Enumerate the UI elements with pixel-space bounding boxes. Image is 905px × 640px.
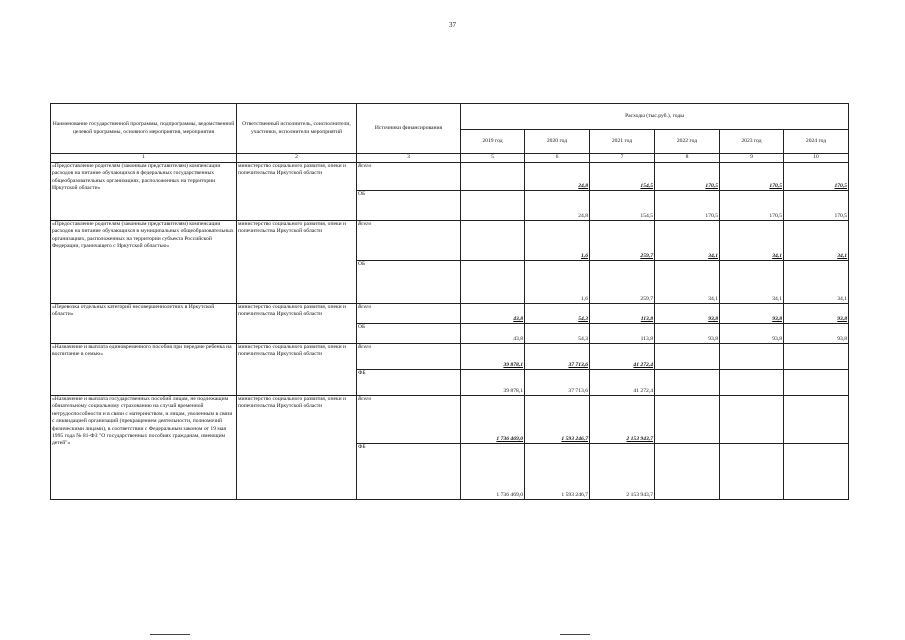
total-value <box>720 396 784 444</box>
source-label: ОБ <box>357 261 461 304</box>
total-value: 34,1 <box>784 221 849 261</box>
total-value <box>784 344 849 370</box>
total-value: 93,8 <box>655 304 720 324</box>
header-executor: Ответственный исполнитель, соисполнители, участники, исполнители мероприятий <box>237 104 357 154</box>
total-value: 170,5 <box>720 163 784 191</box>
total-value <box>461 163 525 191</box>
source-value: 43,8 <box>461 324 525 344</box>
column-numbers-row <box>51 154 849 163</box>
source-label: ФБ <box>357 444 461 500</box>
activity-name: «Назначение и выплата единовременного пособия при передаче ребенка на воспитание в семью» <box>51 344 237 396</box>
source-value: 93,8 <box>784 324 849 344</box>
column-number: 10 <box>784 154 849 163</box>
source-value: 34,1 <box>655 261 720 304</box>
total-value: 24,8 <box>525 163 590 191</box>
header-year: 2019 год <box>461 130 525 154</box>
header-year: 2021 год <box>590 130 655 154</box>
activity-row-total <box>51 221 849 261</box>
expenses-table <box>50 103 849 500</box>
source-total-label: Всего <box>357 163 461 191</box>
source-label: ФБ <box>357 370 461 396</box>
source-value <box>720 370 784 396</box>
column-number: 8 <box>655 154 720 163</box>
total-value: 93,8 <box>784 304 849 324</box>
source-value: 39 878,1 <box>461 370 525 396</box>
column-number: 2 <box>237 154 357 163</box>
total-value <box>655 344 720 370</box>
source-label: ОБ <box>357 191 461 221</box>
source-total-label: Всего <box>357 396 461 444</box>
source-value: 41 272,4 <box>590 370 655 396</box>
total-value: 170,5 <box>784 163 849 191</box>
total-value: 54,3 <box>525 304 590 324</box>
activity-row-total <box>51 304 849 324</box>
source-value: 113,8 <box>590 324 655 344</box>
total-value: 1,6 <box>525 221 590 261</box>
source-value: 259,7 <box>590 261 655 304</box>
total-value: 37 713,6 <box>525 344 590 370</box>
activity-row-total <box>51 163 849 191</box>
header-source: Источники финансирования <box>357 104 461 154</box>
total-value: 154,5 <box>590 163 655 191</box>
source-value: 170,5 <box>655 191 720 221</box>
total-value <box>784 396 849 444</box>
total-value: 41 272,4 <box>590 344 655 370</box>
activity-name: «Назначение и выплата государственных пособий лицам, не подлежащим обязательному социальному страхованию на случай временной нетрудоспособности и в связи с материнством, и лицам, уволенным в связи с ликвидацией организаций (прекращением деятельности, полномочий физическими лицами), в соответствии с Федеральным законом от 19 мая 1995 года № 81-ФЗ "О государственных пособиях гражданам, имеющим детей"» <box>51 396 237 500</box>
page-number: 37 <box>449 21 456 29</box>
total-value <box>655 396 720 444</box>
source-value: 93,8 <box>720 324 784 344</box>
activity-name: «Предоставление родителям (законным представителям) компенсации расходов на питание обучающихся в муниципальных общеобразовательных организациях, расположенных на территории субъекта Российской Федерации, граничащего с Иркутской областью» <box>51 221 237 304</box>
header-name: Наименование государственной программы, подпрограммы, ведомственной целевой программы, основного мероприятия, мероприятия <box>51 104 237 154</box>
source-value: 154,5 <box>590 191 655 221</box>
scan-mark <box>560 634 590 635</box>
total-value: 2 153 943,7 <box>590 396 655 444</box>
column-number: 3 <box>357 154 461 163</box>
column-number: 5 <box>461 154 525 163</box>
source-value <box>784 444 849 500</box>
activity-row-total <box>51 344 849 370</box>
source-value: 34,1 <box>784 261 849 304</box>
total-value: 34,1 <box>720 221 784 261</box>
total-value: 34,1 <box>655 221 720 261</box>
source-total-label: Всего <box>357 304 461 324</box>
source-value: 1,6 <box>525 261 590 304</box>
source-value: 37 713,6 <box>525 370 590 396</box>
source-value: 93,8 <box>655 324 720 344</box>
source-label: ОБ <box>357 324 461 344</box>
activity-name: «Предоставление родителям (законным представителям) компенсации расходов на питание обучающихся в федеральных государственных общеобразовательных организациях, расположенных на территории Иркутской области» <box>51 163 237 221</box>
total-value: 1 593 246,7 <box>525 396 590 444</box>
source-value: 24,8 <box>525 191 590 221</box>
source-value <box>461 261 525 304</box>
source-value: 1 593 246,7 <box>525 444 590 500</box>
activity-executor: министерство социального развития, опеки и попечительства Иркутской области <box>237 304 357 344</box>
header-year: 2024 год <box>784 130 849 154</box>
header-year: 2023 год <box>720 130 784 154</box>
source-total-label: Всего <box>357 221 461 261</box>
activity-name: «Перевозка отдельных категорий несовершеннолетних в Иркутской области» <box>51 304 237 344</box>
activity-row-total <box>51 396 849 444</box>
source-value <box>461 191 525 221</box>
activity-executor: министерство социального развития, опеки и попечительства Иркутской области <box>237 163 357 221</box>
header-year: 2022 год <box>655 130 720 154</box>
total-value <box>720 344 784 370</box>
activity-executor: министерство социального развития, опеки и попечительства Иркутской области <box>237 344 357 396</box>
activity-executor: министерство социального развития, опеки и попечительства Иркутской области <box>237 396 357 500</box>
source-value <box>720 444 784 500</box>
source-value <box>784 370 849 396</box>
column-number: 1 <box>51 154 237 163</box>
header-year: 2020 год <box>525 130 590 154</box>
source-total-label: Всего <box>357 344 461 370</box>
activity-executor: министерство социального развития, опеки и попечительства Иркутской области <box>237 221 357 304</box>
header-expenses: Расходы (тыс.руб.), годы <box>461 104 849 130</box>
source-value <box>655 370 720 396</box>
total-value: 43,8 <box>461 304 525 324</box>
total-value: 1 736 469,0 <box>461 396 525 444</box>
source-value: 54,3 <box>525 324 590 344</box>
source-value <box>655 444 720 500</box>
total-value: 93,8 <box>720 304 784 324</box>
total-value: 39 878,1 <box>461 344 525 370</box>
source-value: 1 736 469,0 <box>461 444 525 500</box>
source-value: 170,5 <box>784 191 849 221</box>
total-value: 259,7 <box>590 221 655 261</box>
source-value: 34,1 <box>720 261 784 304</box>
total-value: 113,8 <box>590 304 655 324</box>
total-value: 170,5 <box>655 163 720 191</box>
source-value: 170,5 <box>720 191 784 221</box>
column-number: 6 <box>525 154 590 163</box>
total-value <box>461 221 525 261</box>
scan-mark <box>150 634 190 635</box>
column-number: 7 <box>590 154 655 163</box>
source-value: 2 153 943,7 <box>590 444 655 500</box>
column-number: 9 <box>720 154 784 163</box>
